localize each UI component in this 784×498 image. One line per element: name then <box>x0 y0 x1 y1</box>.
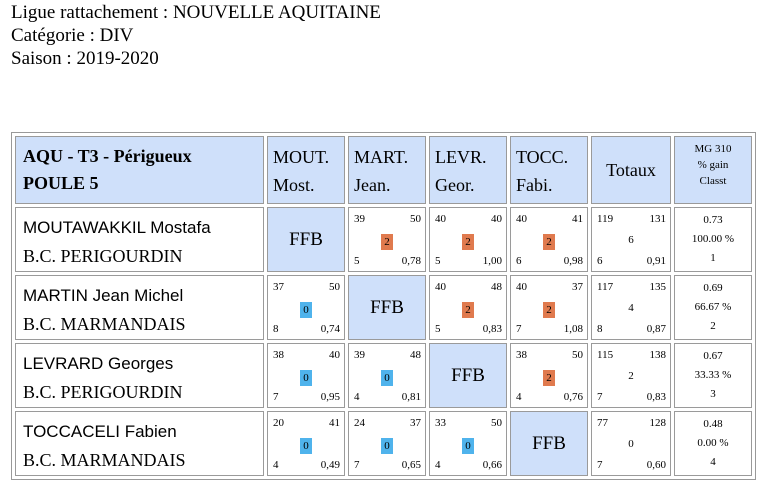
col-header-2-line2: Jean. <box>354 175 391 195</box>
ranking: 3 <box>710 388 716 400</box>
totaux-header: Totaux <box>591 136 671 204</box>
total-match-points: 2 <box>628 370 634 382</box>
col-header-2 <box>348 136 426 204</box>
player-name: LEVRARD Georges <box>23 354 174 373</box>
mg-header-line2: % gain <box>697 159 729 171</box>
match-points-badge: 2 <box>543 302 555 318</box>
match-cell <box>267 275 345 340</box>
gain-percent: 0.00 % <box>697 437 729 449</box>
gain-percent: 100.00 % <box>691 233 735 245</box>
total-points: 77 <box>597 417 608 429</box>
total-innings: 6 <box>597 255 603 267</box>
total-innings: 7 <box>597 459 603 471</box>
points-scored: 37 <box>273 281 284 293</box>
match-points-badge: 0 <box>381 370 393 386</box>
player-cell <box>15 411 264 476</box>
points-scored: 39 <box>354 349 365 361</box>
total-average: 0,91 <box>646 255 666 267</box>
average-value: 0,74 <box>320 323 340 335</box>
average-value: 0,65 <box>401 459 421 471</box>
match-cell <box>429 411 507 476</box>
match-cell <box>267 411 345 476</box>
player-cell <box>15 207 264 272</box>
points-scored: 38 <box>273 349 284 361</box>
match-points-badge: 0 <box>300 438 312 454</box>
mg-header-line3: Classt <box>699 175 727 187</box>
match-cell <box>348 207 426 272</box>
innings-count: 4 <box>516 391 522 403</box>
points-target: 48 <box>410 349 421 361</box>
self-match-cell: FFB <box>348 275 426 340</box>
total-average: 0,60 <box>646 459 666 471</box>
match-points-badge: 0 <box>462 438 474 454</box>
col-header-1-line2: Most. <box>273 175 315 195</box>
match-cell <box>267 343 345 408</box>
match-points-badge: 2 <box>381 234 393 250</box>
player-club: B.C. MARMANDAIS <box>23 450 186 470</box>
points-target: 37 <box>410 417 421 429</box>
innings-count: 4 <box>435 459 441 471</box>
points-target: 40 <box>491 213 502 225</box>
points-scored: 40 <box>516 213 527 225</box>
innings-count: 6 <box>516 255 522 267</box>
match-points-badge: 2 <box>462 302 474 318</box>
total-match-points: 4 <box>628 302 634 314</box>
total-target: 131 <box>649 213 666 225</box>
average-value: 0,83 <box>482 323 502 335</box>
points-scored: 40 <box>435 281 446 293</box>
stats-cell <box>674 343 752 408</box>
points-scored: 40 <box>516 281 527 293</box>
total-target: 135 <box>649 281 666 293</box>
points-target: 37 <box>572 281 583 293</box>
points-target: 41 <box>329 417 340 429</box>
average-value: 0,76 <box>563 391 583 403</box>
self-match-cell: FFB <box>429 343 507 408</box>
match-cell <box>348 343 426 408</box>
totals-cell <box>591 411 671 476</box>
self-match-cell: FFB <box>267 207 345 272</box>
average-value: 0,78 <box>401 255 421 267</box>
points-target: 50 <box>410 213 421 225</box>
match-points-badge: 0 <box>381 438 393 454</box>
table-row <box>15 207 752 272</box>
player-club: B.C. PERIGOURDIN <box>23 246 183 266</box>
total-match-points: 6 <box>628 234 634 246</box>
average-value: 1,00 <box>482 255 502 267</box>
innings-count: 7 <box>516 323 522 335</box>
points-target: 50 <box>329 281 340 293</box>
points-target: 50 <box>572 349 583 361</box>
poule-title-line1: AQU - T3 - Périgueux <box>23 146 192 166</box>
poule-title <box>15 136 264 204</box>
player-name: MOUTAWAKKIL Mostafa <box>23 218 211 237</box>
totals-cell <box>591 207 671 272</box>
innings-count: 7 <box>354 459 360 471</box>
categorie-line: Catégorie : DIV <box>11 25 134 46</box>
col-header-4-line2: Fabi. <box>516 175 553 195</box>
innings-count: 5 <box>435 323 441 335</box>
innings-count: 8 <box>273 323 279 335</box>
match-cell <box>429 207 507 272</box>
player-name: MARTIN Jean Michel <box>23 286 184 305</box>
player-cell <box>15 275 264 340</box>
mg-value: 0.73 <box>703 214 723 226</box>
total-average: 0,87 <box>646 323 666 335</box>
average-value: 1,08 <box>563 323 583 335</box>
innings-count: 7 <box>273 391 279 403</box>
poule-title-line2: POULE 5 <box>23 173 99 193</box>
points-scored: 38 <box>516 349 527 361</box>
match-points-badge: 2 <box>543 234 555 250</box>
col-header-4 <box>510 136 588 204</box>
col-header-3-line1: LEVR. <box>435 147 487 167</box>
innings-count: 5 <box>354 255 360 267</box>
match-points-badge: 2 <box>462 234 474 250</box>
total-match-points: 0 <box>628 438 634 450</box>
points-scored: 39 <box>354 213 365 225</box>
player-club: B.C. MARMANDAIS <box>23 314 186 334</box>
average-value: 0,98 <box>563 255 583 267</box>
points-scored: 20 <box>273 417 284 429</box>
ranking: 1 <box>710 252 716 264</box>
innings-count: 4 <box>354 391 360 403</box>
ligue-line: Ligue rattachement : NOUVELLE AQUITAINE <box>11 2 381 23</box>
table-row <box>15 411 752 476</box>
total-target: 138 <box>649 349 666 361</box>
stats-cell <box>674 411 752 476</box>
mg-value: 0.67 <box>703 350 723 362</box>
self-match-cell: FFB <box>510 411 588 476</box>
gain-percent: 33.33 % <box>694 369 732 381</box>
mg-value: 0.48 <box>703 418 723 430</box>
totals-cell <box>591 343 671 408</box>
total-target: 128 <box>649 417 666 429</box>
points-target: 40 <box>329 349 340 361</box>
average-value: 0,66 <box>482 459 502 471</box>
match-points-badge: 0 <box>300 370 312 386</box>
match-cell <box>510 275 588 340</box>
gain-percent: 66.67 % <box>694 301 732 313</box>
col-header-3 <box>429 136 507 204</box>
col-header-2-line1: MART. <box>354 147 409 167</box>
ranking: 4 <box>710 456 716 468</box>
average-value: 0,49 <box>320 459 340 471</box>
total-innings: 7 <box>597 391 603 403</box>
match-cell <box>348 411 426 476</box>
innings-count: 4 <box>273 459 279 471</box>
points-target: 48 <box>491 281 502 293</box>
average-value: 0,81 <box>401 391 421 403</box>
match-points-badge: 0 <box>300 302 312 318</box>
col-header-1-line1: MOUT. <box>273 147 330 167</box>
player-club: B.C. PERIGOURDIN <box>23 382 183 402</box>
points-scored: 33 <box>435 417 446 429</box>
mg-header <box>674 136 752 204</box>
match-cell <box>510 343 588 408</box>
points-target: 50 <box>491 417 502 429</box>
mg-header-line1: MG 310 <box>694 143 732 155</box>
table-row <box>15 275 752 340</box>
mg-value: 0.69 <box>703 282 723 294</box>
results-table <box>11 132 756 480</box>
player-name: TOCCACELI Fabien <box>23 422 177 441</box>
total-points: 119 <box>597 213 614 225</box>
col-header-3-line2: Geor. <box>435 175 475 195</box>
player-cell <box>15 343 264 408</box>
col-header-1 <box>267 136 345 204</box>
ranking: 2 <box>710 320 716 332</box>
total-points: 117 <box>597 281 614 293</box>
saison-line: Saison : 2019-2020 <box>11 48 159 69</box>
match-points-badge: 2 <box>543 370 555 386</box>
total-points: 115 <box>597 349 614 361</box>
points-scored: 24 <box>354 417 365 429</box>
average-value: 0,95 <box>320 391 340 403</box>
total-average: 0,83 <box>646 391 666 403</box>
match-cell <box>429 275 507 340</box>
total-innings: 8 <box>597 323 603 335</box>
points-scored: 40 <box>435 213 446 225</box>
match-cell <box>510 207 588 272</box>
points-target: 41 <box>572 213 583 225</box>
table-row <box>15 343 752 408</box>
col-header-4-line1: TOCC. <box>516 147 569 167</box>
table-header-row <box>15 136 752 204</box>
stats-cell <box>674 275 752 340</box>
innings-count: 5 <box>435 255 441 267</box>
totals-cell <box>591 275 671 340</box>
stats-cell <box>674 207 752 272</box>
